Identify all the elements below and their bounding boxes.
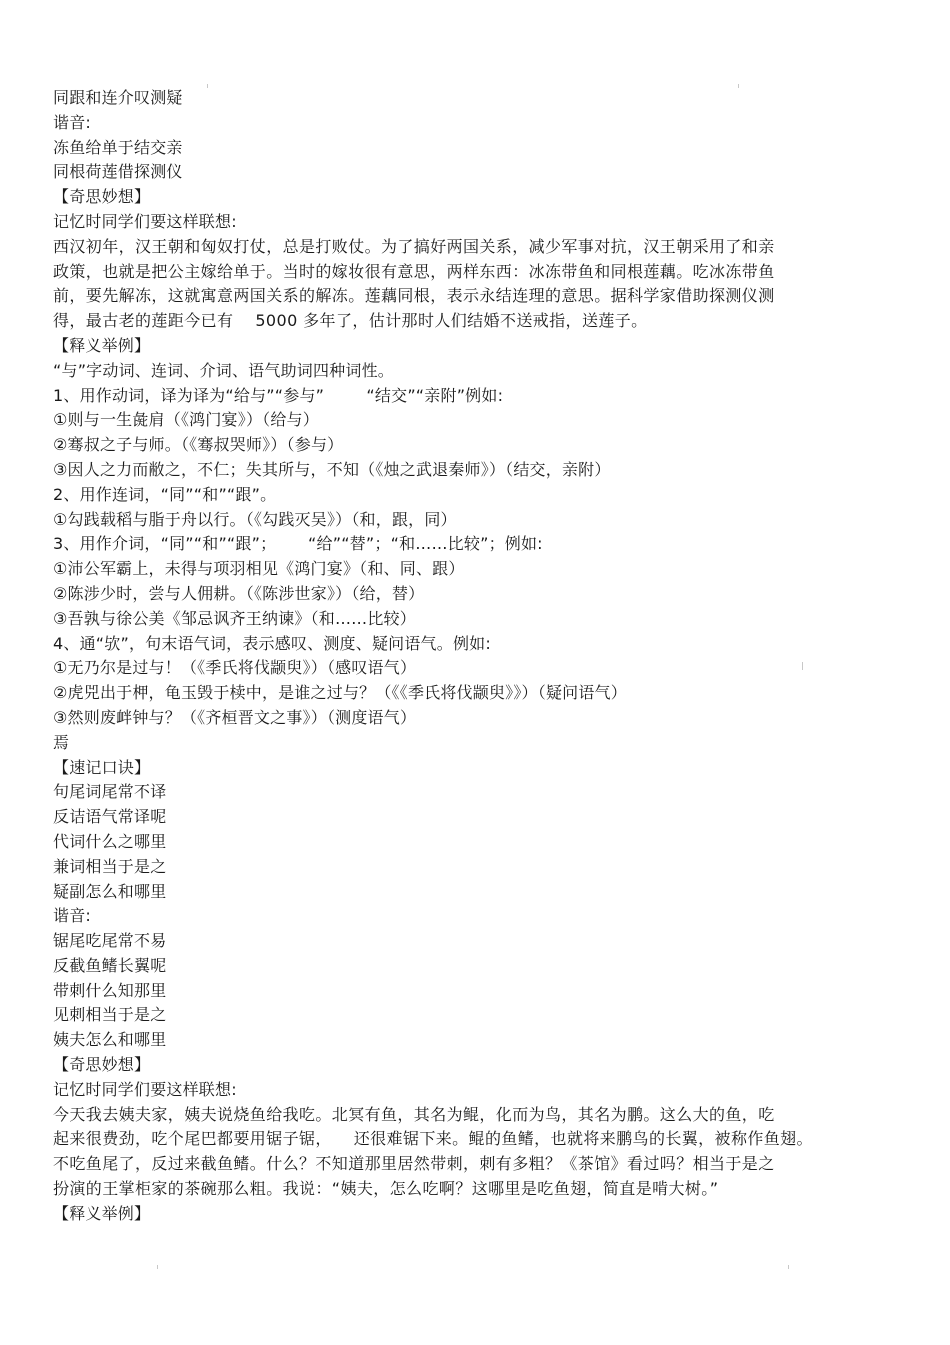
text-line: ②虎兕出于柙，龟玉毁于椟中，是谁之过与？（《《季氏将伐颛臾》》）（疑问语气）: [53, 683, 627, 703]
text-line: 政策，也就是把公主嫁给单于。当时的嫁妆很有意思，两样东西：冰冻带鱼和同根莲藕。吃冰冻带鱼: [53, 261, 775, 281]
text-line: 代词什么之哪里: [53, 831, 167, 851]
text-line: 见刺相当于是之: [53, 1005, 167, 1025]
section-heading: 【释义举例】: [53, 1203, 151, 1223]
text-line: ①无乃尔是过与！（《季氏将伐颛臾》）（感叹语气）: [53, 658, 417, 678]
text-line: 3、用作介词，“同”“和”“跟”； “给”“替”；“和……比较”；例如:: [53, 534, 543, 554]
section-heading: 【速记口诀】: [53, 757, 151, 777]
text-line: 记忆时同学们要这样联想:: [53, 1079, 237, 1099]
text-line: 兼词相当于是之: [53, 856, 167, 876]
text-line: 前，要先解冻，这就寓意两国关系的解冻。莲藕同根，表示永结连理的意思。据科学家借助探测仪测: [53, 286, 775, 306]
text-line: ②骞叔之子与师。（《骞叔哭师》）（参与）: [53, 435, 344, 455]
text-line: ③然则废衅钟与？（《齐桓晋文之事》）（测度语气）: [53, 707, 417, 727]
text-line: 同根荷莲借探测仪: [53, 162, 183, 182]
text-line: 起来很费劲，吃个尾巴都要用锯子锯， 还很难锯下来。鲲的鱼鳍，也就将来鹏鸟的长翼，被称作鱼翅。: [53, 1129, 813, 1149]
scan-mark: [207, 84, 208, 88]
scan-mark: [738, 84, 739, 88]
document-page: [53, 86, 913, 1227]
text-line: ①勾践载稻与脂于舟以行。（《勾践灭吴》）（和，跟，同）: [53, 509, 457, 529]
text-line: 焉: [53, 732, 70, 752]
text-line: 同跟和连介叹测疑: [53, 88, 183, 107]
text-line: 1、用作动词，译为译为“给与”“参与” “结交”“亲附”例如:: [53, 385, 504, 405]
text-line: ①则与一生彘肩（《鸿门宴》）（给与）: [53, 410, 319, 430]
scan-mark: [157, 1265, 158, 1269]
text-line: 姨夫怎么和哪里: [53, 1030, 167, 1050]
text-line: 2、用作连词，“同”“和”“跟”。: [53, 484, 277, 504]
text-line: 4、通“欤”，句末语气词，表示感叹、测度、疑问语气。例如:: [53, 633, 491, 653]
section-heading: 【释义举例】: [53, 335, 151, 355]
text-line: 冻鱼给单于结交亲: [53, 137, 183, 157]
text-line: ②陈涉少时，尝与人佣耕。（《陈涉世家》）（给，替）: [53, 583, 425, 603]
text-line: 扮演的王掌柜家的茶碗那么粗。我说：“姨夫，怎么吃啊？这哪里是吃鱼翅，简直是啃大树。”: [53, 1179, 719, 1199]
section-heading: 【奇思妙想】: [53, 1055, 151, 1075]
text-line: 西汉初年，汉王朝和匈奴打仗，总是打败仗。为了搞好两国关系，减少军事对抗，汉王朝采用了和亲: [53, 236, 775, 256]
text-line: 得，最古老的莲距今已有 5000 多年了，估计那时人们结婚不送戒指，送莲子。: [53, 311, 648, 331]
text-line: ①沛公军霸上，未得与项羽相见《鸿门宴》（和、同、跟）: [53, 559, 465, 579]
text-line: 不吃鱼尾了，反过来截鱼鳍。什么？不知道那里居然带刺，刺有多粗？《茶馆》看过吗？相当于是之: [53, 1154, 775, 1174]
section-heading: 【奇思妙想】: [53, 187, 151, 207]
paragraph: [53, 1103, 913, 1202]
text-line: 谐音:: [53, 906, 91, 926]
text-line: ③因人之力而敝之，不仁；失其所与，不知（《烛之武退秦师》）（结交，亲附）: [53, 459, 611, 479]
scan-mark: [788, 1265, 789, 1269]
paragraph: [53, 235, 913, 334]
text-line: 锯尾吃尾常不易: [53, 931, 167, 951]
text-line: 反截鱼鳍长翼呢: [53, 955, 167, 975]
text-line: 带刺什么知那里: [53, 980, 167, 1000]
scan-mark: [802, 662, 803, 670]
text-line: 疑副怎么和哪里: [53, 881, 167, 901]
text-line: 今天我去姨夫家，姨夫说烧鱼给我吃。北冥有鱼，其名为鲲，化而为鸟，其名为鹏。这么大的鱼，吃: [53, 1104, 775, 1124]
text-line: “与”字动词、连词、介词、语气助词四种词性。: [53, 360, 394, 380]
text-line: 句尾词尾常不译: [53, 782, 167, 802]
text-line: 记忆时同学们要这样联想:: [53, 211, 237, 231]
text-line: 反诘语气常译呢: [53, 807, 167, 827]
text-line: 谐音:: [53, 112, 91, 132]
text-line: ③吾孰与徐公美《邹忌讽齐王纳谏》（和……比较）: [53, 608, 416, 628]
